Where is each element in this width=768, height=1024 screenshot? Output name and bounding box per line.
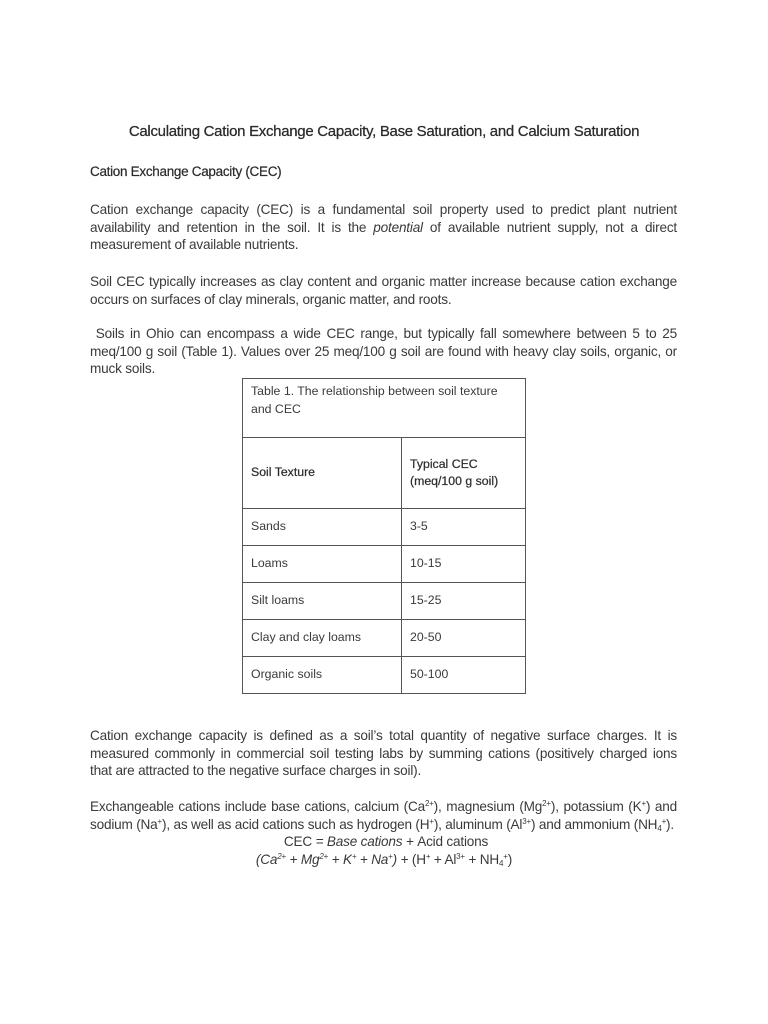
- eq2-term: + Mg: [285, 852, 320, 867]
- p5-text: ) and sodium (Na: [90, 799, 677, 832]
- equation-cec: [0, 834, 768, 849]
- eq2-term: + Al: [430, 852, 457, 867]
- table-cell-texture: Sands: [243, 509, 402, 546]
- p1-text-b: of available nutrient supply, not a direct measurement of available nutrients.: [90, 219, 677, 252]
- paragraph-exchangeable-cations: [90, 798, 677, 833]
- eq2-superscript: +: [503, 852, 508, 861]
- table-header-typical-cec: Typical CEC (meq/100 g soil): [402, 438, 526, 509]
- eq2-term: ): [507, 852, 513, 867]
- p5-subscript: 4: [657, 823, 662, 833]
- eq2-term: (Ca: [255, 852, 278, 867]
- equation-cations-expanded: [0, 852, 768, 867]
- eq2-superscript: 2+: [277, 852, 286, 861]
- paragraph-cec-definition: [90, 201, 677, 254]
- p5-superscript: +: [641, 799, 646, 808]
- table-row: [243, 546, 526, 583]
- document-title: Calculating Cation Exchange Capacity, Base Saturation, and Calcium Saturation: [128, 123, 640, 140]
- table-cell-texture: Clay and clay loams: [243, 620, 402, 657]
- eq2-superscript: 2+: [319, 852, 329, 861]
- eq2-acid-part: [412, 852, 512, 867]
- table-cell-cec: 3-5: [402, 509, 526, 546]
- p5-superscript: 3+: [522, 816, 531, 826]
- section-heading: Cation Exchange Capacity (CEC): [90, 164, 282, 179]
- p1-text-a: Cation exchange capacity (CEC) is a fundamental soil property used to predict plant nutrient availability and retention in the soil. It is the: [90, 202, 677, 235]
- p1-emphasis: potential: [373, 219, 423, 235]
- eq2-superscript: 3+: [456, 852, 465, 861]
- p5-text: Exchangeable cations include base cations, calcium (Ca: [90, 799, 425, 814]
- table-cell-cec: 20-50: [402, 620, 526, 657]
- eq2-term: + NH: [464, 852, 500, 867]
- eq2-superscript: +: [425, 852, 431, 861]
- table-cell-cec: 50-100: [402, 657, 526, 694]
- eq2-term: (H: [411, 852, 426, 867]
- eq2-term: + Na: [356, 852, 389, 867]
- p5-text: ), as well as acid cations such as hydrogen (H: [162, 816, 430, 832]
- eq2-superscript: +: [351, 852, 357, 861]
- p5-superscript: 2+: [542, 799, 551, 808]
- eq1-acid-cations: Acid cations: [417, 834, 489, 849]
- eq2-term: ) +: [392, 852, 412, 867]
- p5-text: ) and ammonium (NH: [530, 816, 658, 832]
- paragraph-ohio-range: [90, 325, 677, 378]
- table-header-soil-texture: Soil Texture: [243, 438, 402, 509]
- cec-table: [242, 378, 526, 694]
- table-row: [243, 657, 526, 694]
- table-cell-texture: Loams: [243, 546, 402, 583]
- eq2-base-part: [256, 852, 412, 867]
- table-row: [243, 509, 526, 546]
- p3-text: Soils in Ohio can encompass a wide CEC range, but typically fall somewhere between 5 to 25 meq/100 g soil (Table 1). Values over 25 meq/100 g soil are found with heavy clay soils, organic, or muck soils.: [90, 326, 677, 376]
- p5-text: ).: [666, 816, 674, 832]
- eq2-term: + K: [328, 852, 352, 867]
- eq1-cec: CEC: [283, 834, 316, 849]
- eq2-superscript: +: [388, 852, 393, 861]
- eq2-subscript: 4: [499, 859, 504, 868]
- table-cell-cec: 15-25: [402, 583, 526, 620]
- paragraph-cec-defined: Cation exchange capacity is defined as a soil’s total quantity of negative surface charges. It is measured commonly in commercial soil testing labs by summing cations (positively charged ions that are attracted to the negative surface charges in soil).: [90, 728, 677, 778]
- table-row: [243, 620, 526, 657]
- p5-superscript: 2+: [424, 799, 434, 808]
- table-cell-texture: Silt loams: [243, 583, 402, 620]
- p5-superscript: +: [429, 816, 434, 826]
- p5-text: ), magnesium (Mg: [433, 799, 543, 814]
- table-caption: Table 1. The relationship between soil texture and CEC: [243, 379, 526, 438]
- paragraph-cec-clay: Soil CEC typically increases as clay content and organic matter increase because cation exchange occurs on surfaces of clay minerals, organic matter, and roots.: [90, 274, 677, 307]
- p5-superscript: +: [157, 816, 162, 826]
- p5-superscript: +: [661, 816, 667, 826]
- p5-text: ), aluminum (Al: [433, 816, 523, 832]
- table-row: [243, 583, 526, 620]
- table-cell-texture: Organic soils: [243, 657, 402, 694]
- eq1-base-cations: = Base cations +: [315, 834, 418, 849]
- table-cell-cec: 10-15: [402, 546, 526, 583]
- p5-text: ), potassium (K: [550, 799, 642, 814]
